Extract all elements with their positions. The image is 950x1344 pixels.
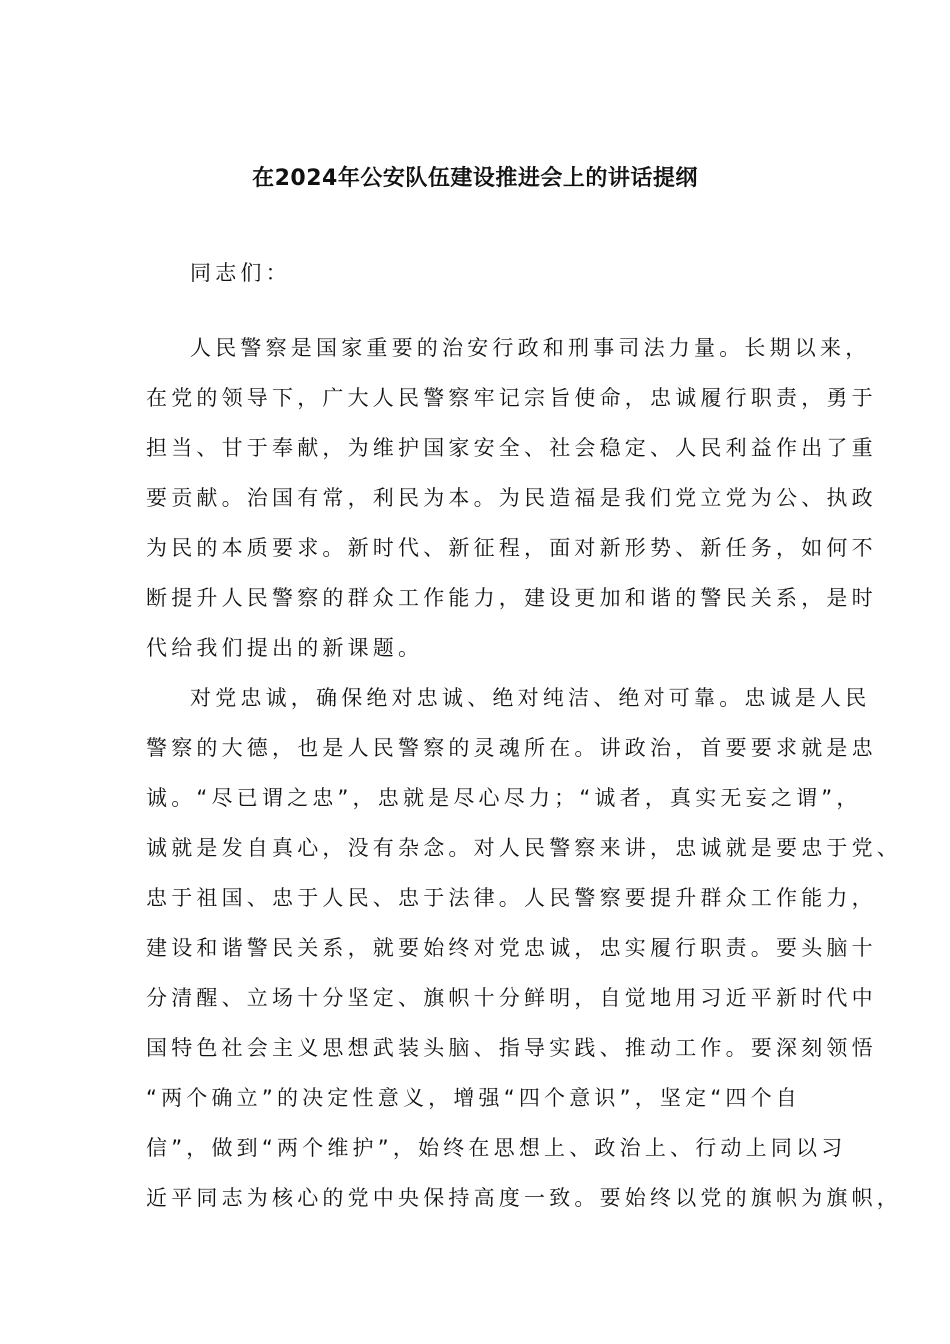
paragraph-line: 诚就是发自真心，没有杂念。对人民警察来讲，忠诚就是要忠于党、	[146, 836, 902, 860]
paragraph-line: 忠于祖国、忠于人民、忠于法律。人民警察要提升群众工作能力，	[146, 886, 877, 910]
paragraph-line: 诚。“尽已谓之忠”，忠就是尽心尽力；“诚者，真实无妄之谓”，	[146, 786, 862, 810]
paragraph-line: “两个确立”的决定性意义，增强“四个意识”，坚定“四个自	[146, 1086, 801, 1110]
paragraph-line: 建设和谐警民关系，就要始终对党忠诚，忠实履行职责。要头脑十	[146, 936, 877, 960]
salutation: 同志们：	[190, 261, 291, 285]
paragraph-line: 对党忠诚，确保绝对忠诚、绝对纯洁、绝对可靠。忠诚是人民	[190, 686, 871, 710]
paragraph-line: 为民的本质要求。新时代、新征程，面对新形势、新任务，如何不	[146, 536, 877, 560]
paragraph-line: 国特色社会主义思想武装头脑、指导实践、推动工作。要深刻领悟	[146, 1036, 877, 1060]
paragraph-line: 人民警察是国家重要的治安行政和刑事司法力量。长期以来，	[190, 336, 871, 360]
paragraph-line: 信”，做到“两个维护”，始终在思想上、政治上、行动上同以习	[146, 1136, 847, 1160]
document-title: 在2024年公安队伍建设推进会上的讲话提纲	[252, 166, 698, 191]
paragraph-line: 要贡献。治国有常，利民为本。为民造福是我们党立党为公、执政	[146, 486, 877, 510]
paragraph-line: 代给我们提出的新课题。	[146, 636, 424, 660]
paragraph-line: 在党的领导下，广大人民警察牢记宗旨使命，忠诚履行职责，勇于	[146, 386, 877, 410]
paragraph-line: 担当、甘于奉献，为维护国家安全、社会稳定、人民利益作出了重	[146, 436, 877, 460]
paragraph-line: 近平同志为核心的党中央保持高度一致。要始终以党的旗帜为旗帜，	[146, 1186, 902, 1210]
paragraph-line: 断提升人民警察的群众工作能力，建设更加和谐的警民关系，是时	[146, 586, 877, 610]
paragraph-line: 分清醒、立场十分坚定、旗帜十分鲜明，自觉地用习近平新时代中	[146, 986, 877, 1010]
paragraph-line: 警察的大德，也是人民警察的灵魂所在。讲政治，首要要求就是忠	[146, 736, 877, 760]
